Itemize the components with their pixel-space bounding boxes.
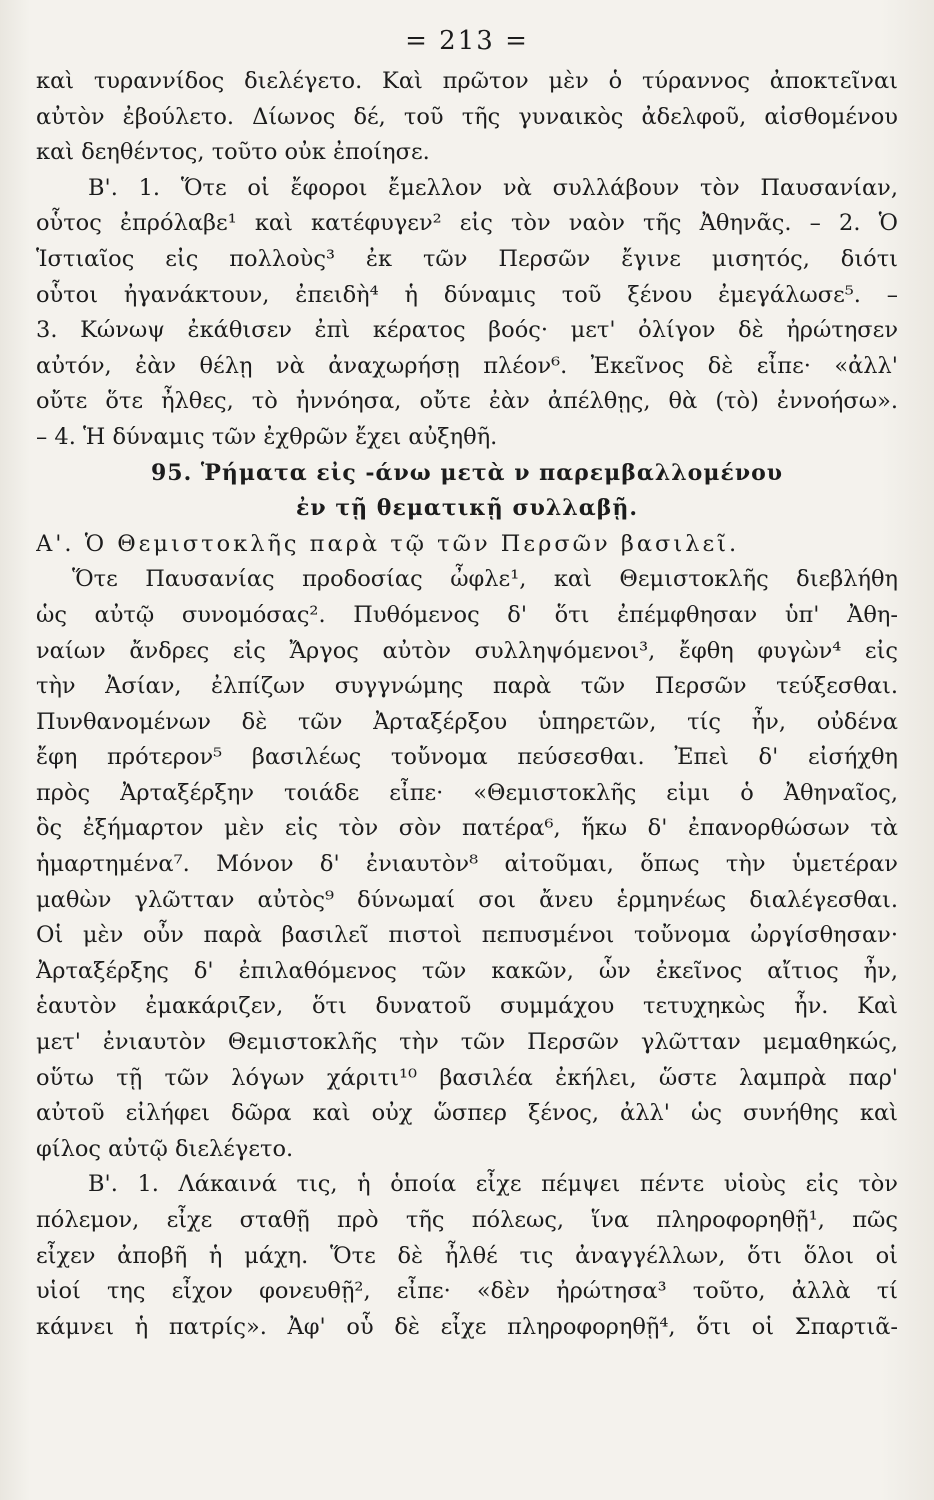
text-line: καὶ δεηθέντος, τοῦτο οὐκ ἐποίησε. bbox=[36, 139, 430, 166]
text-line: μαθὼν γλῶτταν αὐτὸς⁹ δύνωμαί σοι ἄνευ ἑρμηνέως διαλέγεσθαι. bbox=[36, 886, 898, 913]
text-line: εἶχεν ἀποβῆ ἡ μάχη. Ὅτε δὲ ἦλθέ τις ἀναγγέλλων, ὅτι ὅλοι οἱ bbox=[36, 1242, 898, 1269]
text-line: Ὅτε Παυσανίας προδοσίας ὦφλε¹, καὶ Θεμιστοκλῆς διεβλήθη bbox=[72, 566, 898, 593]
page-body bbox=[36, 18, 898, 1345]
text-line: Ἀρταξέρξης δ' ἐπιλαθόμενος τῶν κακῶν, ὧν ἐκεῖνος αἴτιος ἦν, bbox=[36, 957, 898, 984]
text-line: πόλεμον, εἶχε σταθῇ πρὸ τῆς πόλεως, ἵνα πληροφορηθῇ¹, πῶς bbox=[36, 1207, 898, 1233]
text-line: οὕτω τῇ τῶν λόγων χάριτι¹⁰ βασιλέα ἐκήλει, ὥστε λαμπρὰ παρ' bbox=[36, 1064, 898, 1091]
text-line: ὃς ἐξήμαρτον μὲν εἰς τὸν σὸν πατέρα⁶, ἥκω δ' ἐπανορθώσων τὰ bbox=[36, 815, 898, 842]
text-line: ἔφη πρότερον⁵ βασιλέως τοὔνομα πεύσεσθαι. Ἐπεὶ δ' εἰσήχθη bbox=[36, 744, 898, 771]
text-line: Β'. 1. Λάκαινά τις, ἡ ὁποία εἶχε πέμψει πέντε υἱοὺς εἰς τὸν bbox=[88, 1171, 898, 1198]
text-line: υἱοί της εἶχον φονευθῇ², εἶπε· «δὲν ἠρώτησα³ τοῦτο, ἀλλὰ τί bbox=[36, 1278, 898, 1305]
text-line: Β'. 1. Ὅτε οἱ ἔφοροι ἔμελλον νὰ συλλάβουν τὸν Παυσανίαν, bbox=[88, 174, 898, 201]
text-line: ναίων ἄνδρες εἰς Ἄργος αὐτὸν συλληψόμενοι³, ἔφθη φυγὼν⁴ εἰς bbox=[36, 637, 898, 664]
text-line: καὶ τυραννίδος διελέγετο. Καὶ πρῶτον μὲν ὁ τύραννος ἀποκτεῖναι bbox=[36, 68, 898, 94]
text-line: ἑαυτὸν ἐμακάριζεν, ὅτι δυνατοῦ συμμάχου τετυχηκὼς ἦν. Καὶ bbox=[36, 993, 898, 1020]
text-line: αὐτὸν ἐβούλετο. Δίωνος δέ, τοῦ τῆς γυναικὸς ἀδελφοῦ, αἰσθομένου bbox=[36, 103, 898, 130]
text-line: οὗτοι ἠγανάκτουν, ἐπειδὴ⁴ ἡ δύναμις τοῦ ξένου ἐμεγάλωσε⁵. – bbox=[36, 281, 898, 308]
text-line: οὗτος ἐπρόλαβε¹ καὶ κατέφυγεν² εἰς τὸν ναὸν τῆς Ἀθηνᾶς. – 2. Ὁ bbox=[36, 210, 898, 237]
section-heading: 95. Ῥήματα εἰς -άνω μετὰ ν παρεμβαλλομένου bbox=[150, 459, 784, 486]
text-line: – 4. Ἡ δύναμις τῶν ἐχθρῶν ἔχει αὐξηθῆ. bbox=[36, 423, 498, 450]
text-line: πρὸς Ἀρταξέρξην τοιάδε εἶπε· «Θεμιστοκλῆς εἰμι ὁ Ἀθηναῖος, bbox=[36, 779, 898, 806]
text-line: Ἱστιαῖος εἰς πολλοὺς³ ἐκ τῶν Περσῶν ἔγινε μισητός, διότι bbox=[36, 245, 898, 272]
text-line: αὐτόν, ἐὰν θέλῃ νὰ ἀναχωρήσῃ πλέον⁶. Ἐκεῖνος δὲ εἶπε· «ἀλλ' bbox=[36, 352, 898, 379]
text-line: φίλος αὐτῷ διελέγετο. bbox=[36, 1135, 294, 1162]
text-line: Οἱ μὲν οὖν παρὰ βασιλεῖ πιστοὶ πεπυσμένοι τοὔνομα ὠργίσθησαν· bbox=[36, 922, 898, 949]
page-number: = 213 = bbox=[405, 26, 529, 56]
section-subheading: ἐν τῇ θεματικῇ συλλαβῇ. bbox=[296, 495, 638, 522]
text-line: 3. Κώνωψ ἐκάθισεν ἐπὶ κέρατος βοός· μετ' ὀλίγον δὲ ἠρώτησεν bbox=[36, 317, 898, 344]
text-line: μετ' ἐνιαυτὸν Θεμιστοκλῆς τὴν τῶν Περσῶν γλῶτταν μεμαθηκώς, bbox=[36, 1029, 898, 1056]
text-line: οὔτε ὅτε ἦλθες, τὸ ἠννόησα, οὔτε ἐὰν ἀπέλθῃς, θὰ (τὸ) ἐννοήσω». bbox=[36, 388, 898, 415]
exercise-title: Α'. Ὁ Θεμιστοκλῆς παρὰ τῷ τῶν Περσῶν βασιλεῖ. bbox=[36, 530, 740, 557]
text-line: κάμνει ἡ πατρίς». Ἀφ' οὗ δὲ εἶχε πληροφορηθῇ⁴, ὅτι οἱ Σπαρτιᾶ- bbox=[36, 1313, 898, 1340]
text-line: τὴν Ἀσίαν, ἐλπίζων συγγνώμης παρὰ τῶν Περσῶν τεύξεσθαι. bbox=[36, 673, 898, 700]
text-line: Πυνθανομένων δὲ τῶν Ἀρταξέρξου ὑπηρετῶν, τίς ἦν, οὐδένα bbox=[36, 708, 898, 735]
text-line: ὡς αὐτῷ συνομόσας². Πυθόμενος δ' ὅτι ἐπέμφθησαν ὑπ' Ἀθη- bbox=[36, 601, 898, 628]
text-line: αὐτοῦ εἰλήφει δῶρα καὶ οὐχ ὥσπερ ξένος, ἀλλ' ὡς συνήθης καὶ bbox=[36, 1100, 898, 1127]
text-line: ἡμαρτημένα⁷. Μόνον δ' ἐνιαυτὸν⁸ αἰτοῦμαι, ὅπως τὴν ὑμετέραν bbox=[36, 851, 898, 878]
